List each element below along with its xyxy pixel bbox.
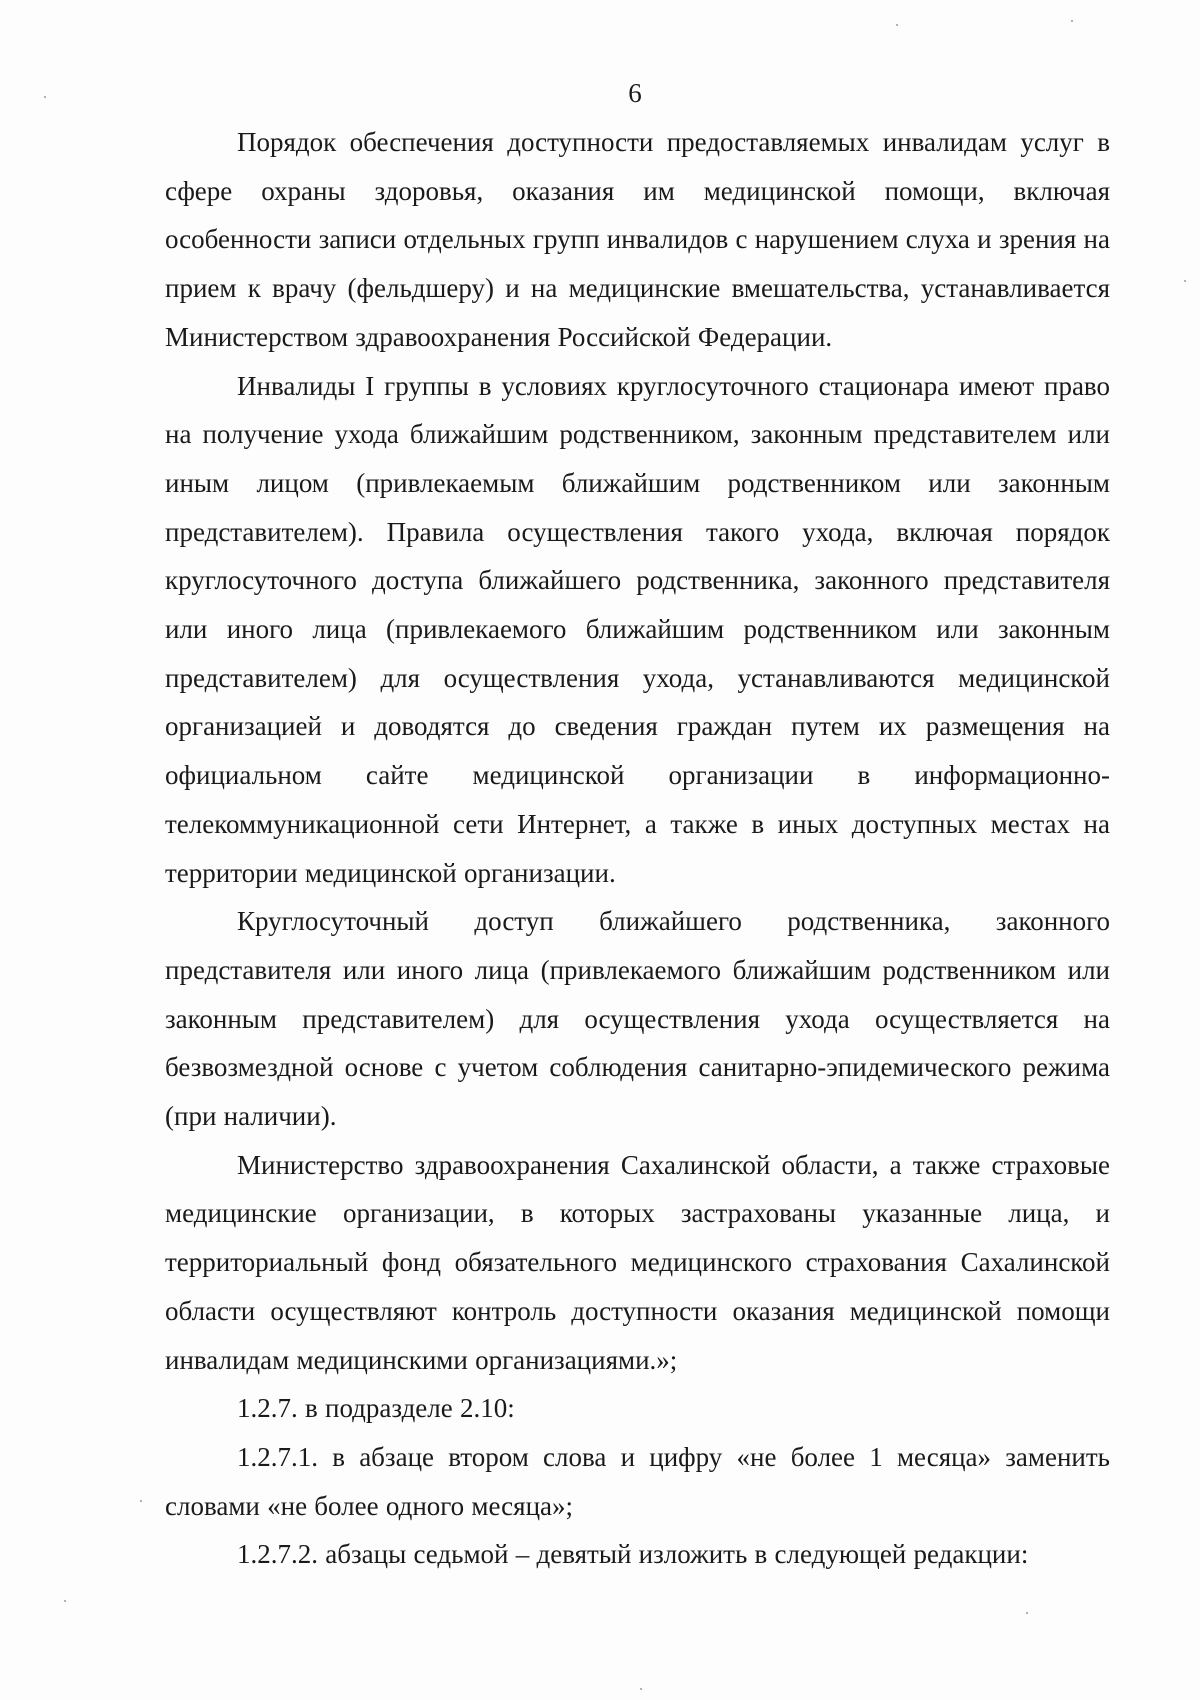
- scan-speck: [1071, 20, 1073, 22]
- document-body: [165, 118, 1110, 1579]
- paragraph-item-1-2-7-2: 1.2.7.2. абзацы седьмой – девятый изложить в следующей редакции:: [237, 1539, 1029, 1570]
- scan-speck: [64, 1600, 66, 1602]
- paragraph-item-1-2-7-1: 1.2.7.1. в абзаце втором слова и цифру «не более 1 месяца» заменить словами «не более одного месяца»;: [165, 1441, 1110, 1521]
- paragraph-ministry-control: Министерство здравоохранения Сахалинской области, а также страховые медицинские организации, в которых застрахованы указанные лица, и территориальный фонд обязательного медицинского страхования Сахалинской области осуществляют контроль доступности оказания медицинской помощи инвалидам медицинскими организациями.»;: [165, 1149, 1110, 1375]
- scan-speck: [1026, 1612, 1028, 1614]
- paragraph-item-1-2-7: 1.2.7. в подразделе 2.10:: [237, 1393, 515, 1424]
- page-number: 6: [628, 78, 642, 108]
- paragraph-accessibility-order: Порядок обеспечения доступности предоставляемых инвалидам услуг в сфере охраны здоровья, оказания им медицинской помощи, включая особенности записи отдельных групп инвалидов с нарушением слуха и зрения на прием к врачу (фельдшеру) и на медицинские вмешательства, устанавливается Министерством здравоохранения Российской Федерации.: [165, 127, 1110, 352]
- paragraph-round-the-clock-access: Круглосуточный доступ ближайшего родственника, законного представителя или иного лица (привлекаемого ближайшим родственником или законным представителем) для осуществления ухода осуществляется на безвозмездной основе с учетом соблюдения санитарно-эпидемического режима (при наличии).: [165, 906, 1110, 1132]
- scan-speck: [44, 96, 46, 98]
- scan-speck: [896, 24, 898, 26]
- scan-speck: [140, 1500, 142, 1502]
- scan-speck: [1184, 280, 1186, 282]
- scan-speck: [640, 1688, 642, 1690]
- paragraph-disabled-group-one-care: Инвалиды I группы в условиях круглосуточного стационара имеют право на получение ухода ближайшим родственником, законным представителем или иным лицом (привлекаемым ближайшим родственником или законным представителем). Правила осуществления такого ухода, включая порядок круглосуточного доступа ближайшего родственника, законного представителя или иного лица (привлекаемого ближайшим родственником или законным представителем) для осуществления ухода, устанавливаются медицинской организацией и доводятся до сведения граждан путем их размещения на официальном сайте медицинской организации в информационно-телекоммуникационной сети Интернет, а также в иных доступных местах на территории медицинской организации.: [165, 370, 1110, 888]
